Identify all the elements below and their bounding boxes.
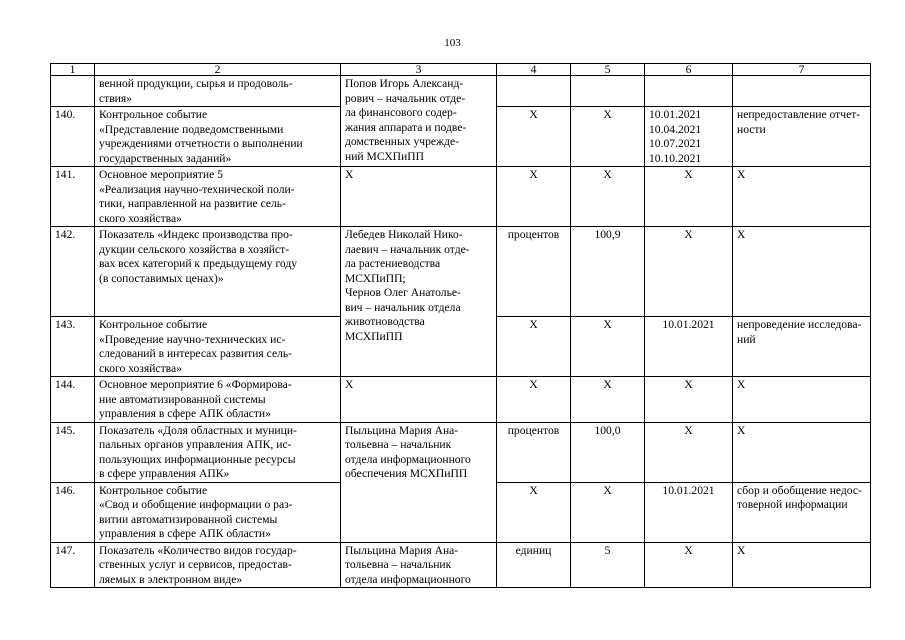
- row-risk: X: [733, 422, 871, 482]
- row-date: 10.01.2021: [645, 317, 733, 377]
- column-header: 7: [733, 64, 871, 76]
- row-description: Основное мероприятие 6 «Формирова- ние автоматизированной системы управления в сфере АПК области»: [95, 377, 341, 423]
- row-risk: непредоставление отчет- ности: [733, 107, 871, 167]
- row-risk: [733, 76, 871, 107]
- row-date: 10.01.2021 10.04.2021 10.07.2021 10.10.2021: [645, 107, 733, 167]
- row-number: 144.: [51, 377, 95, 423]
- row-unit: единиц: [497, 542, 571, 588]
- row-responsible: Попов Игорь Александ- рович – начальник отде- ла финансового содер- жания аппарата и подве- домственных учрежде- ний МСХПиПП: [341, 76, 497, 167]
- row-description: Контрольное событие «Проведение научно-технических ис- следований в интересах развития сель- ского хозяйства»: [95, 317, 341, 377]
- program-table: [50, 63, 871, 588]
- row-date: X: [645, 377, 733, 423]
- row-date: 10.01.2021: [645, 482, 733, 542]
- row-value: [571, 76, 645, 107]
- row-description: Основное мероприятие 5 «Реализация научно-технической поли- тики, направленной на развитие сель- ского хозяйства»: [95, 167, 341, 227]
- row-date: X: [645, 422, 733, 482]
- table-row: [51, 167, 871, 227]
- row-number: 147.: [51, 542, 95, 588]
- row-risk: сбор и обобщение недос- товерной информации: [733, 482, 871, 542]
- row-unit: процентов: [497, 422, 571, 482]
- row-unit: X: [497, 317, 571, 377]
- row-description: Контрольное событие «Свод и обобщение информации о раз- витии автоматизированной системы управления в сфере АПК области»: [95, 482, 341, 542]
- row-value: X: [571, 107, 645, 167]
- table-row: [51, 422, 871, 482]
- row-number: 140.: [51, 107, 95, 167]
- column-header: 1: [51, 64, 95, 76]
- row-responsible: Пыльцина Мария Ана- тольевна – начальник отдела информационного: [341, 542, 497, 588]
- row-date: X: [645, 167, 733, 227]
- column-header: 5: [571, 64, 645, 76]
- row-number: 142.: [51, 227, 95, 317]
- page-number: 103: [444, 37, 461, 49]
- row-value: X: [571, 317, 645, 377]
- row-value: X: [571, 482, 645, 542]
- row-risk: X: [733, 167, 871, 227]
- row-unit: X: [497, 482, 571, 542]
- column-header: 3: [341, 64, 497, 76]
- row-unit: процентов: [497, 227, 571, 317]
- column-header: 2: [95, 64, 341, 76]
- row-number: 145.: [51, 422, 95, 482]
- row-number: [51, 76, 95, 107]
- row-responsible: Лебедев Николай Нико- лаевич – начальник отде- ла растениеводства МСХПиПП; Чернов Олег Анатолье- вич – начальник отдела животноводства МСХПиПП: [341, 227, 497, 377]
- row-unit: X: [497, 107, 571, 167]
- row-description: венной продукции, сырья и продоволь- ствия»: [95, 76, 341, 107]
- row-description: Показатель «Индекс производства про- дукции сельского хозяйства в хозяйст- вах всех категорий к предыдущему году (в сопоставимых ценах)»: [95, 227, 341, 317]
- row-number: 143.: [51, 317, 95, 377]
- row-responsible: Пыльцина Мария Ана- тольевна – начальник отдела информационного обеспечения МСХПиПП: [341, 422, 497, 542]
- row-risk: X: [733, 542, 871, 588]
- table-row: [51, 76, 871, 107]
- row-value: X: [571, 167, 645, 227]
- header-row: [51, 64, 871, 76]
- row-date: X: [645, 227, 733, 317]
- row-unit: X: [497, 167, 571, 227]
- row-unit: X: [497, 377, 571, 423]
- table-row: [51, 377, 871, 423]
- row-value: 100,0: [571, 422, 645, 482]
- row-unit: [497, 76, 571, 107]
- column-header: 4: [497, 64, 571, 76]
- column-header: 6: [645, 64, 733, 76]
- row-value: X: [571, 377, 645, 423]
- row-description: Показатель «Количество видов государ- ственных услуг и сервисов, предостав- ляемых в электронном виде»: [95, 542, 341, 588]
- row-number: 146.: [51, 482, 95, 542]
- row-description: Контрольное событие «Представление подведомственными учреждениями отчетности о выполнении государственных заданий»: [95, 107, 341, 167]
- row-value: 5: [571, 542, 645, 588]
- row-value: 100,9: [571, 227, 645, 317]
- row-responsible: X: [341, 377, 497, 423]
- row-risk: непроведение исследова- ний: [733, 317, 871, 377]
- row-number: 141.: [51, 167, 95, 227]
- row-responsible: X: [341, 167, 497, 227]
- table-row: [51, 227, 871, 317]
- row-date: X: [645, 542, 733, 588]
- row-risk: X: [733, 377, 871, 423]
- row-risk: X: [733, 227, 871, 317]
- row-description: Показатель «Доля областных и муници- пальных органов управления АПК, ис- пользующих информационные ресурсы в сфере управления АПК»: [95, 422, 341, 482]
- table-row: [51, 542, 871, 588]
- row-date: [645, 76, 733, 107]
